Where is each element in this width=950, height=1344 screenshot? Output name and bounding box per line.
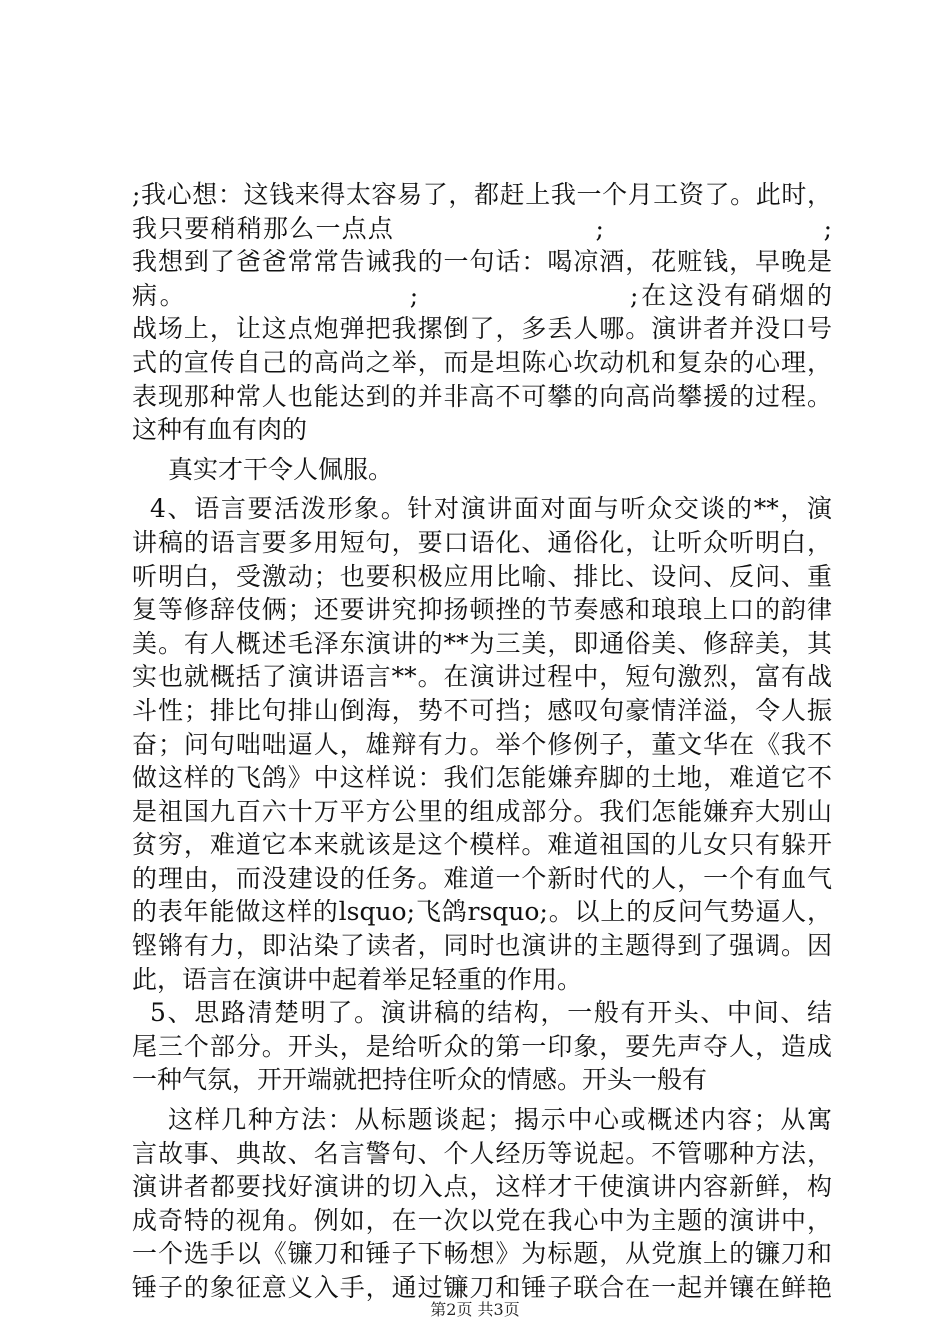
text-line: 战场上，让这点炮弹把我摞倒了，多丢人哪。演讲者并没口号 (132, 314, 832, 344)
text-line: 锤子的象征意义入手，通过镰刀和锤子联合在一起并镶在鲜艳 (132, 1273, 832, 1302)
text-line: 铿锵有力，即沾染了读者，同时也演讲的主题得到了强调。因 (132, 931, 832, 961)
text-line: 言故事、典故、名言警句、个人经历等说起。不管哪种方法， (132, 1138, 832, 1168)
text-line: 做这样的飞鸽》中这样说：我们怎能嫌弃脚的土地，难道它不 (132, 763, 832, 793)
text-line: 病。 ; ;在这没有硝烟的 (132, 280, 832, 310)
text-line: 我只要稍稍那么一点点 ; ; (132, 213, 832, 243)
text-line: 的理由，而没建设的任务。难道一个新时代的人，一个有血气 (132, 863, 832, 893)
text-line: 斗性；排比句排山倒海，势不可挡；感叹句豪情洋溢，令人振 (132, 695, 832, 725)
body-text (132, 178, 832, 1305)
text-line: 复等修辞伎俩；还要讲究抑扬顿挫的节奏感和琅琅上口的韵律 (132, 595, 832, 625)
text-line: 演讲者都要找好演讲的切入点，这样才干使演讲内容新鲜，构 (132, 1172, 832, 1202)
text-line: 的表年能做这样的lsquo;飞鸽rsquo;。以上的反问气势逼人， (132, 897, 832, 927)
page-number-label: 第2页 共3页 (430, 1300, 520, 1319)
text-line: 尾三个部分。开头，是给听众的第一印象，要先声夺人，造成 (132, 1031, 832, 1061)
text-line: 表现那种常人也能达到的并非高不可攀的向高尚攀援的过程。 (132, 381, 832, 411)
page-footer (0, 1300, 950, 1320)
text-line: 式的宣传自己的高尚之举，而是坦陈心坎动机和复杂的心理， (132, 347, 832, 377)
text-line: 5、思路清楚明了。演讲稿的结构，一般有开头、中间、结 (150, 998, 832, 1028)
text-line: 实也就概括了演讲语言**。在演讲过程中，短句激烈，富有战 (132, 662, 832, 692)
text-line: 是祖国九百六十万平方公里的组成部分。我们怎能嫌弃大别山 (132, 796, 832, 826)
text-line: 成奇特的视角。例如，在一次以党在我心中为主题的演讲中， (132, 1205, 832, 1235)
text-line: 美。有人概述毛泽东演讲的**为三美，即通俗美、修辞美，其 (132, 628, 832, 658)
text-line: 奋；问句咄咄逼人，雄辩有力。举个修例子，董文华在《我不 (132, 729, 832, 759)
text-line: 一种气氛，开开端就把持住听众的情感。开头一般有 (132, 1065, 708, 1095)
text-line: 一个选手以《镰刀和锤子下畅想》为标题，从党旗上的镰刀和 (132, 1239, 832, 1269)
text-line: 这种有血有肉的 (132, 415, 308, 445)
text-line: 贫穷，难道它本来就该是这个模样。难道祖国的儿女只有躲开 (132, 830, 832, 860)
text-line: 听明白，受激动；也要积极应用比喻、排比、设问、反问、重 (132, 561, 832, 591)
text-line: 讲稿的语言要多用短句，要口语化、通俗化，让听众听明白， (132, 527, 832, 557)
text-line: 4、语言要活泼形象。针对演讲面对面与听众交谈的**，演 (150, 494, 832, 524)
text-line: ;我心想：这钱来得太容易了，都赶上我一个月工资了。此时， (132, 180, 832, 209)
text-line: 真实才干令人佩服。 (168, 454, 394, 484)
text-line: 这样几种方法：从标题谈起；揭示中心或概述内容；从寓 (168, 1105, 832, 1135)
text-line: 我想到了爸爸常常告诫我的一句话：喝凉酒，花赃钱，早晚是 (132, 247, 832, 277)
text-line: 此，语言在演讲中起着举足轻重的作用。 (132, 964, 583, 994)
